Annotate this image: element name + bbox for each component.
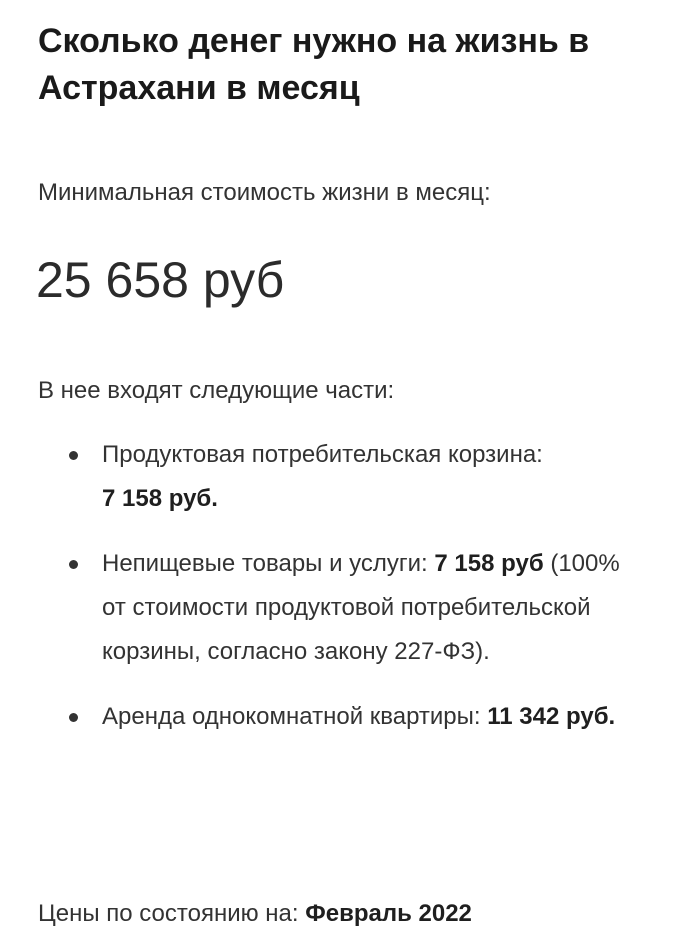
list-item-food-basket: [38, 433, 638, 521]
bullet-icon: [69, 451, 78, 460]
total-cost: 25 658 руб: [36, 252, 285, 308]
item-label: Непищевые товары и услуги:: [102, 550, 428, 577]
cost-parts-list: [38, 433, 638, 739]
parts-intro: В нее входят следующие части:: [38, 377, 395, 404]
min-cost-caption: Минимальная стоимость жизни в месяц:: [38, 179, 491, 206]
bullet-icon: [69, 560, 78, 569]
item-label: Продуктовая потребительская корзина:: [102, 441, 543, 468]
prices-date-line: [38, 898, 472, 930]
item-note: (100% от стоимости продуктовой потребительской корзины, согласно закону 227-ФЗ).: [102, 550, 620, 665]
item-value: 11 342 руб.: [487, 703, 616, 730]
page-title: Сколько денег нужно на жизнь в Астрахани в месяц: [38, 22, 590, 107]
item-value: 7 158 руб.: [102, 485, 218, 512]
list-item-nonfood-goods: [38, 542, 638, 674]
bullet-icon: [69, 713, 78, 722]
list-item-rent: [38, 695, 638, 739]
prices-date-label: Цены по состоянию на:: [38, 900, 299, 927]
item-value: 7 158 руб: [434, 550, 544, 577]
item-label: Аренда однокомнатной квартиры:: [102, 703, 481, 730]
prices-date-value: Февраль 2022: [305, 900, 472, 927]
